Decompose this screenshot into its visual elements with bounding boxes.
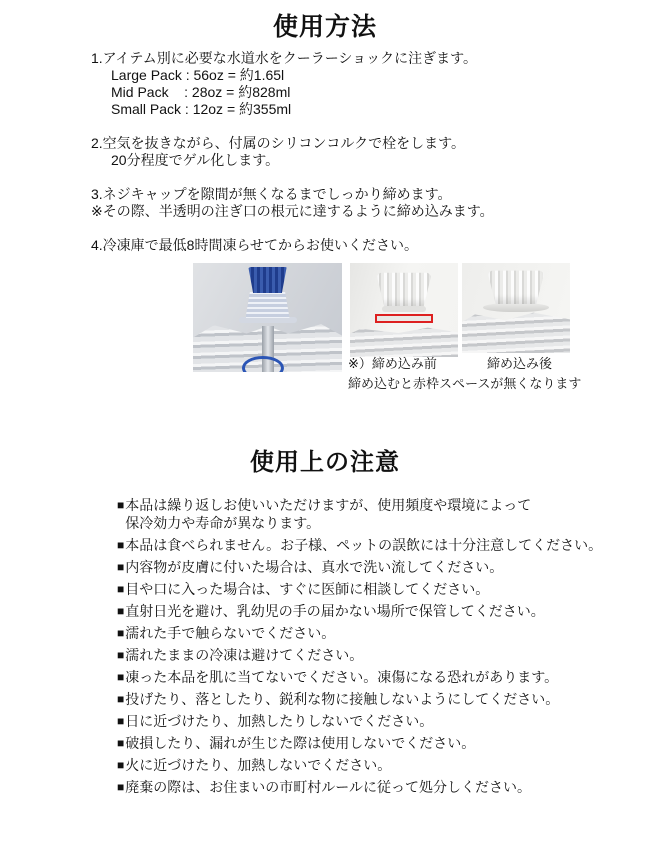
caution-text: 濡れた手で触らないでください。 <box>125 625 336 641</box>
caution-text: 投げたり、落としたり、鋭利な物に接触しないようにしてください。 <box>125 691 560 707</box>
red-gap-highlight-box <box>375 314 433 323</box>
square-bullet-icon: ■ <box>117 498 125 512</box>
usage-step-line: 2.空気を抜きながら、付属のシリコンコルクで栓をします。 <box>91 135 465 151</box>
usage-step-line: 20分程度でゲル化します。 <box>111 152 280 168</box>
usage-step-line: 1.アイテム別に必要な水道水をクーラーショックに注ぎます。 <box>91 50 478 66</box>
square-bullet-icon: ■ <box>117 758 125 772</box>
square-bullet-icon: ■ <box>117 604 125 618</box>
caution-item <box>117 580 617 598</box>
usage-step-line: Large Pack : 56oz = 約1.65l <box>111 67 285 83</box>
square-bullet-icon: ■ <box>117 582 125 596</box>
foil-pouch-graphic <box>462 311 570 353</box>
usage-step-line: Mid Pack : 28oz = 約828ml <box>111 84 291 100</box>
blue-silicon-cork-graphic <box>248 267 288 293</box>
usage-step-line: 3.ネジキャップを隙間が無くなるまでしっかり締めます。 <box>91 186 452 202</box>
cap-rim-graphic <box>382 306 426 312</box>
translucent-spout-graphic <box>246 292 290 318</box>
cautions-title: 使用上の注意 <box>250 449 400 476</box>
square-bullet-icon: ■ <box>117 626 125 640</box>
cap-skirt-graphic <box>483 303 549 312</box>
caution-item <box>117 734 617 752</box>
instruction-page <box>0 12 650 861</box>
caution-item <box>117 536 617 554</box>
caution-item <box>117 602 617 620</box>
square-bullet-icon: ■ <box>117 560 125 574</box>
square-bullet-icon: ■ <box>117 692 125 706</box>
square-bullet-icon: ■ <box>117 780 125 794</box>
usage-step-line: ※その際、半透明の注ぎ口の根元に達するように締め込みます。 <box>91 203 494 219</box>
caution-item <box>117 778 617 796</box>
caution-item <box>117 690 617 708</box>
caution-text: 本品は食べられません。お子様、ペットの誤飲には十分注意してください。 <box>125 537 603 553</box>
caution-item <box>117 756 617 774</box>
caution-text: 内容物が皮膚に付いた場合は、真水で洗い流してください。 <box>125 559 504 575</box>
caution-item <box>117 624 617 642</box>
white-screw-cap-graphic <box>487 270 545 304</box>
caution-item <box>117 712 617 730</box>
square-bullet-icon: ■ <box>117 736 125 750</box>
caution-text: 火に近づけたり、加熱しないでください。 <box>125 757 392 773</box>
photo-cap-after-tightening <box>462 263 570 353</box>
caution-item <box>117 558 617 576</box>
usage-step <box>91 50 650 118</box>
caution-list <box>117 496 617 796</box>
square-bullet-icon: ■ <box>117 648 125 662</box>
caution-text: 日に近づけたり、加熱したりしないでください。 <box>125 713 434 729</box>
photo-blue-cap-pouch <box>193 263 342 372</box>
square-bullet-icon: ■ <box>117 538 125 552</box>
caption-red-frame-note: 締め込むと赤枠スペースが無くなります <box>348 376 582 391</box>
usage-title: 使用方法 <box>272 13 377 41</box>
square-bullet-icon: ■ <box>117 670 125 684</box>
usage-step-line: Small Pack : 12oz = 約355ml <box>111 101 292 117</box>
caption-before-tightening: ※）締め込み前 <box>348 356 437 371</box>
foil-pouch-graphic <box>350 327 458 357</box>
caution-text: 濡れたままの冷凍は避けてください。 <box>125 647 364 663</box>
caution-text: 凍った本品を肌に当てないでください。凍傷になる恐れがあります。 <box>125 669 559 685</box>
usage-steps <box>91 50 650 254</box>
photo-cap-before-tightening <box>350 263 458 357</box>
usage-step-line: 4.冷凍庫で最低8時間凍らせてからお使いください。 <box>91 237 419 253</box>
caution-item <box>117 646 617 664</box>
usage-step <box>91 237 650 254</box>
caption-after-tightening: 締め込み後 <box>487 356 553 371</box>
caution-text: 直射日光を避け、乳幼児の手の届かない場所で保管してください。 <box>125 603 545 619</box>
usage-step <box>91 135 650 169</box>
white-screw-cap-graphic <box>376 272 432 307</box>
caution-item <box>117 668 617 686</box>
usage-step <box>91 186 650 220</box>
product-figure <box>0 263 650 393</box>
caution-text: 目や口に入った場合は、すぐに医師に相談してください。 <box>125 581 490 597</box>
caution-item <box>117 496 617 532</box>
caution-text: 廃棄の際は、お住まいの市町村ルールに従って処分しください。 <box>125 779 531 795</box>
square-bullet-icon: ■ <box>117 714 125 728</box>
caution-text: 破損したり、漏れが生じた際は使用しないでください。 <box>125 735 476 751</box>
caution-text: 本品は繰り返しお使いいただけますが、使用頻度や環境によって 保冷効力や寿命が異なります。 <box>125 497 532 531</box>
